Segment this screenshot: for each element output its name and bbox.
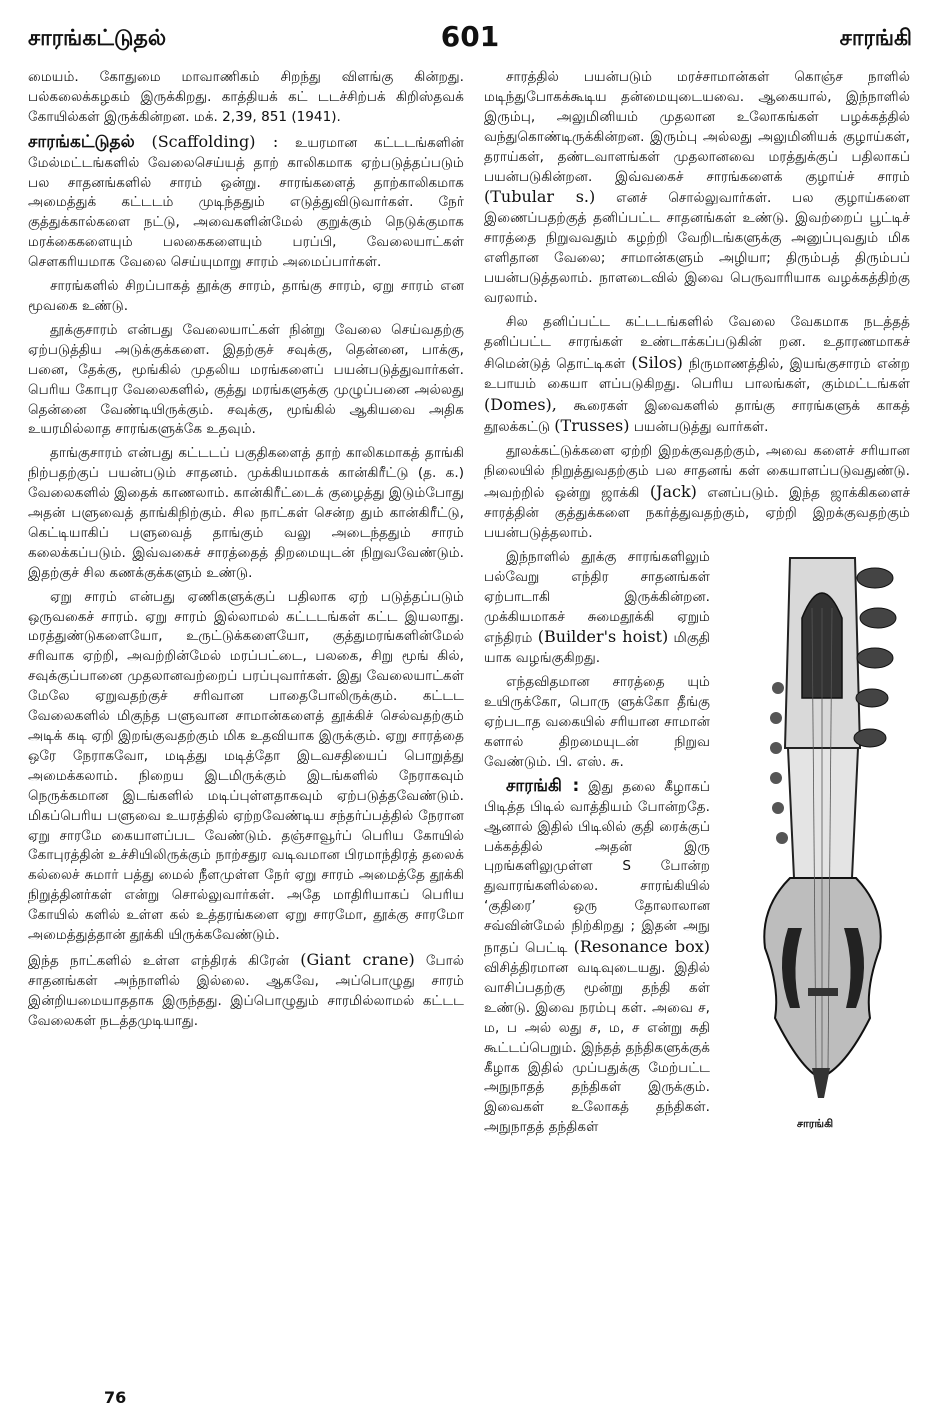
paragraph xyxy=(28,950,464,1032)
latin-term: (Giant crane) xyxy=(300,949,415,969)
text-run: தூலக்கட்டுக்களை ஏற்றி இறக்குவதற்கும், அவை களைச் சரியான நிலையில் நிறுத்துவதற்கும் பல சாதனங் கள் கையாளப்படுவதுண்டு. அவற்றில் ஒன்று ஜாக்கி xyxy=(484,443,910,502)
image-text-wrap xyxy=(484,548,910,1138)
paragraph xyxy=(484,68,910,309)
paragraph: சாரங்களில் சிறப்பாகத் தூக்கு சாரம், தாங்கு சாரம், ஏறு சாரம் என மூவகை உண்டு. xyxy=(28,278,464,314)
text-run: பயன்படுத்து வார்கள். xyxy=(629,419,769,436)
latin-term: (Resonance box) xyxy=(573,937,710,957)
page-header xyxy=(0,0,940,62)
entry-latin: (Scaffolding) : xyxy=(151,131,279,151)
text-run: கூரைகள் இவைகளில் தாங்கு சாரங்களுக் காகத் தூலக்கட்டு xyxy=(484,397,910,436)
latin-term: (Jack) xyxy=(649,482,697,502)
paragraph xyxy=(484,313,910,438)
latin-term: (Domes), xyxy=(484,394,557,414)
latin-term: (Tubular s.) xyxy=(484,187,596,207)
text-run: மிகுதி யாக வழங்குகிறது. xyxy=(484,630,710,667)
right-column xyxy=(484,68,910,1368)
latin-term: (Silos) xyxy=(631,352,683,372)
page-number-top: 601 xyxy=(440,20,500,53)
entry-term: சாரங்கி : xyxy=(506,775,580,796)
text-run: சாரத்தில் பயன்படும் மரச்சாமான்கள் கொஞ்ச நாளில் மடிந்துபோகக்கூடிய தன்மையுடையவை. ஆகையால், இந்நாளில் இரும்பு, அலுமினியம் முதலான உலோகங்கள் பழக்கத்தில் வந்துகொண்டிருக்கின்றன. இரும்பு அல்லது அலுமினியக் குழாய்கள், தராய்கள், தண்டவாளங்கள் முதலானவை மரத்துக்குப் பதிலாகப் பயன்படுகின்றன. இவ்வகைச் சாரங்களைக் குழாய்ச் சாரம் xyxy=(484,69,910,185)
running-head-right: சாரங்கி xyxy=(839,26,912,51)
entry-text: உயரமான கட்டடங்களின் மேல்மட்டங்களில் வேலைசெய்யத் தாற் காலிகமாக ஏற்படுத்தப்படும் பல சாதனங்களில் சாரம் ஒன்று. சாரங்களைத் தாற்காலிகமாக அமைத்துக் கட்டடம் முடிந்ததும் எடுத்துவிடுவார்கள். நேர் குத்துக்கால்களை நட்டு, அவைகளின்மேல் குறுக்கும் நெடுக்குமாக மரக்கைகளையும் பலகைகளையும் பரப்பி, வேலையாட்கள் சௌகரியமாக வேலை செய்யுமாறு சாரம் அமைப்பார்கள். xyxy=(28,134,464,271)
paragraph xyxy=(484,442,910,544)
sarangi-figure xyxy=(720,548,910,1138)
sarangi-illustration-icon xyxy=(720,548,910,1108)
paragraph: மையம். கோதுமை மாவாணிகம் சிறந்து விளங்கு கின்றது. பல்கலைக்கழகம் இருக்கிறது. காத்தியக் கட் டடச்சிற்பக் கிறிஸ்தவக் கோயில்கள் இருக்கின்றன. மக். 2,39, 851 (1941). xyxy=(28,69,464,125)
footer-page-number: 76 xyxy=(104,1388,127,1407)
running-head-left: சாரங்கட்டுதல் xyxy=(28,26,167,51)
entry-term: சாரங்கட்டுதல் xyxy=(28,131,135,152)
text-run: இது தலை கீழாகப் பிடித்த பிடில் வாத்தியம் போன்றதே. ஆனால் இதில் பிடிலில் குதி ரைக்குப் பக்கத்தில் அதன் இரு புறங்களிலுமுள்ள S போன்ற துவாரங்களில்லை. சாரங்கியில் ‘குதிரை’ ஒரு தோலாலான சவ்வின்மேல் நிற்கிறது ; இதன் அநு நாதப் பெட்டி xyxy=(484,778,710,957)
text-run: எனப்படும். இந்த ஜாக்கிகளைச் சாரத்தின் குத்துக்களை நகர்த்துவதற்கும், ஏற்றி இறக்குவதற்கும் பயன்படுத்தலாம். xyxy=(484,485,910,541)
text-run: விசித்திரமான வடிவுடையது. இதில் வாசிப்பதற்கு மூன்று தந்தி கள் உண்டு. இவை நரம்பு கள். அவை ச, ம, ப அல் லது ச, ம, ச என்று சுதி கூட்டப்பெறும். இந்தத் தந்திகளுக்குக் கீழாக இதில் முப்பதுக்கு மேற்பட்ட அநுநாதத் தந்திகள் இருக்கும். இவைகள் உலோகத் தந்திகள். அநுநாதத் தந்திகள் xyxy=(484,959,710,1136)
text-run: இந்த நாட்களில் உள்ள எந்திரக் கிரேன் xyxy=(28,952,290,969)
text-run: போல் சாதனங்கள் அந்நாளில் இல்லை. ஆகவே, அப்பொழுது சாரம் இன்றியமையாததாக இருந்தது. இப்பொழுதும் சாரமில்லாமல் கட்டட வேலைகள் நடத்தமுடியாது. xyxy=(28,952,464,1029)
paragraph: தாங்குசாரம் என்பது கட்டடப் பகுதிகளைத் தாற் காலிகமாகத் தாங்கி நிற்பதற்குப் பயன்படும் சாதனம். முக்கியமாகக் கான்கிரீட்டு (த. க.) வேலைகளில் இதைக் காணலாம். கான்கிரீட்டைக் குழைத்து இடும்போது அதன் பளுவைத் தாங்கிநிற்கும். சில நாட்கள் சென்ற தும் கான்கிரீட்டு, கெட்டியாகிப் பளுவைத் தாங்கும் வலு அடைந்ததும் சாரம் கலைக்கப்படும். இவ்வகைச் சாரத்தைத் திறமையுடன் நிறுவவேண்டும். இதற்குச் சில கணக்குக்களும் உண்டு. xyxy=(28,445,464,581)
text-run: எனச் சொல்லுவார்கள். பல குழாய்களை இணைப்பதற்குத் தனிப்பட்ட சாதனங்கள் உண்டு. இவற்றைப் பூட்டிச் சாரத்தை நிறுவவதும் கழற்றி வேறிடங்களுக்கு அனுப்புவதும் மிக எளிதான வேலை; சாமான்களும் அழியா; திரும்பத் திரும்பப் பயன்படுத்தலாம். நாளடைவில் இவை பெருவாரியாக வழக்கத்திற்கு வரலாம். xyxy=(484,190,910,306)
paragraph: ஏறு சாரம் என்பது ஏணிகளுக்குப் பதிலாக ஏற் படுத்தப்படும் ஒருவகைச் சாரம். ஏறு சாரம் இல்லாமல் கட்டடங்கள் கட்ட இயலாது. மரத்துண்டுகளையோ, உருட்டுக்களையோ, குத்துமரங்களின்மேல் சரிவாக ஏற்றி, அவற்றின்மேல் மரப்பட்டை, பலகை, சிறு மூங் கில், சவுக்குப்பானை முதலானவற்றைப் பரப்புவார்கள். இது வேலையாட்கள் மேலே ஏறுவதற்குச் சரிவான பாதைபோலிருக்கும். கட்டட வேலைகளில் மிகுந்த பளுவான சாமான்களைத் தூக்கிச் செல்வதற்கும் அடிக் கடி ஏறி இறங்குவதற்கும் மிக உதவியாக இருக்கும். ஏறு சாரத்தை ஒரே நேராகவோ, மடித்து மடித்தோ இடவசதியைப் பொறுத்து அமைக்கலாம். நிறைய இடமிருக்கும் இடங்களில் நேராகவும் நெருக்கமான இடங்களில் மடிப்புள்ளதாகவும் ஏற்படுத்தவேண்டும். மிகப்பெரிய பளுவை உயரத்தில் ஏற்றவேண்டிய சந்தர்ப்பத்தில் நேரான ஏறு சாரமே கையாளப்பட வேண்டும். தஞ்சாவூர்ப் பெரிய கோயில் கோபுரத்தின் உச்சியிலிருக்கும் நாற்சதுர வடிவமான பிரமாந்திரத் தலைக் கல்லைச் சுமார் பத்து மைல் நீளமுள்ள நேர் ஏறு சாரம் அமைத்தே தூக்கி நிறுத்தினர்கள் என்று சொல்லுவார்கள். அதே மாதிரியாகப் பெரிய கோயில் களில் உள்ள கல் உத்தரங்களை ஏறு சாரமோ, தூக்கு சாரமோ அமைத்துத்தான் தூக்கி யிருக்கவேண்டும். xyxy=(28,588,464,944)
latin-term: (Trusses) xyxy=(554,416,630,436)
text-run: எந்தவிதமான சாரத்தை யும் உயிருக்கோ, பொரு ளுக்கோ தீங்கு ஏற்படாத வகையில் சரியான சாமான் களால் திறமையுடன் நிறுவ வேண்டும். xyxy=(484,674,710,770)
text-run: சில தனிப்பட்ட கட்டடங்களில் வேலை வேகமாக நடத்தத் தனிப்பட்ட சாரங்கள் உண்டாக்கப்படுகின் றன. உதாரணமாகச் சிமென்டுத் தொட்டிகள் xyxy=(484,313,910,372)
paragraph: தூக்குசாரம் என்பது வேலையாட்கள் நின்று வேலை செய்வதற்கு ஏற்படுத்திய அடுக்குக்களை. இதற்குச் சவுக்கு, தென்னை, பாக்கு, பனை, தேக்கு, மூங்கில் முதலிய மரங்களைப் பயன்படுத்துவார்கள். பெரிய கோபுர வேலைகளில், குத்து மரங்களுக்கு முழுப்பனை அல்லது தென்னை வேண்டியிருக்கும். சவுக்கு, மூங்கில் ஆகியவை அதிக உயரமில்லாத சாரங்களுக்கே உதவும். xyxy=(28,321,464,438)
figure-caption: சாரங்கி xyxy=(796,1116,834,1130)
entry-scaffolding xyxy=(28,132,464,273)
text-run: இந்நாளில் தூக்கு சாரங்களிலும் பல்வேறு எந்திர சாதனங்கள் ஏற்பாடாகி இருக்கின்றன. முக்கியமாகச் சுமைதூக்கி ஏறும் எந்திரம் xyxy=(484,548,710,647)
left-column xyxy=(28,68,464,1368)
latin-term: (Builder's hoist) xyxy=(537,627,669,647)
author-initials: பி. எஸ். சு. xyxy=(555,753,624,770)
text-run: நிருமாணத்தில், இயங்குசாரம் என்ற உபாயம் கையா ளப்படுகிறது. பெரிய பாலங்கள், கும்மட்டங்கள் xyxy=(484,355,910,392)
